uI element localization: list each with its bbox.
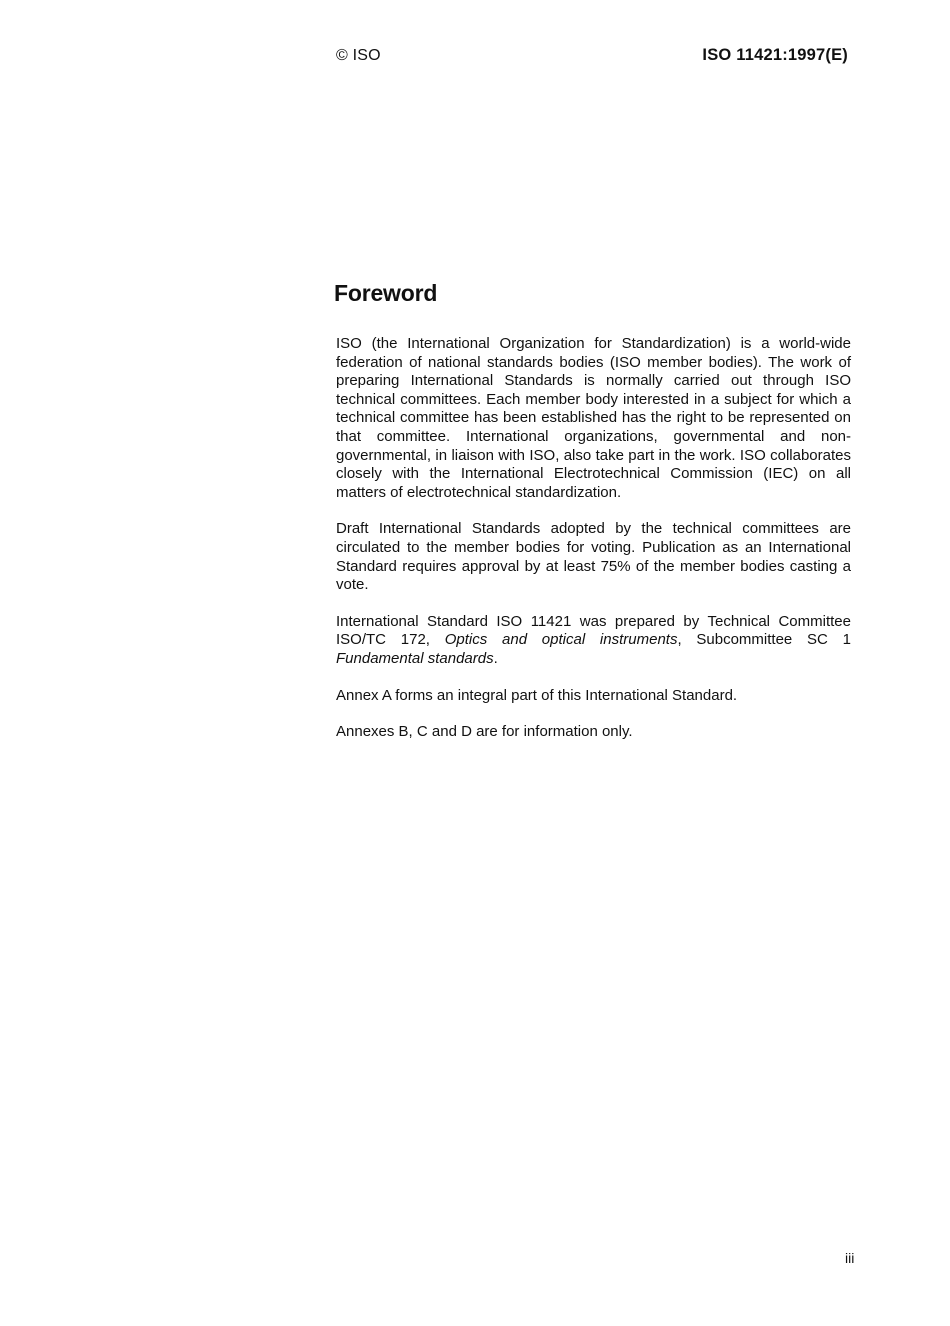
- committee-title: Optics and optical instruments: [444, 631, 678, 649]
- paragraph-annex-a: Annex A forms an integral part of this International Standard.: [336, 686, 738, 704]
- paragraph-iso-federation: ISO (the International Organization for Standardization) is a world-wide federation of national standards bodies (ISO member bodies). The work of preparing International Standards is normally carried out through ISO technical committees. Each member body interested in a subject for which a technical committee has been established has the right to be represented on that committee. International organizations, governmental and non-governmental, in liaison with ISO, also take part in the work. ISO collaborates closely with the International Electrotechnical Commission (IEC) on all matters of electrotechnical standardization.: [336, 335, 851, 501]
- foreword-body: [336, 335, 851, 760]
- paragraph-prepared-by: [336, 613, 851, 669]
- prepared-by-text-2: , Subcommittee SC 1: [677, 631, 851, 649]
- page-header-right: ISO 11421:1997(E): [702, 46, 848, 64]
- page-title: Foreword: [334, 280, 438, 306]
- page-number: iii: [845, 1250, 855, 1266]
- page-header-left: © ISO: [336, 47, 381, 64]
- prepared-by-text-1: International Standard ISO 11421 was prepared by Technical Committee ISO/TC 172,: [336, 612, 851, 649]
- subcommittee-title: Fundamental standards: [336, 649, 494, 667]
- paragraph-annexes-info: Annexes B, C and D are for information only.: [336, 723, 633, 741]
- prepared-by-text-3: .: [493, 649, 498, 667]
- paragraph-draft-standards: Draft International Standards adopted by the technical committees are circulated to the member bodies for voting. Publication as an International Standard requires approval by at least 75% of the member bodies casting a vote.: [336, 520, 851, 594]
